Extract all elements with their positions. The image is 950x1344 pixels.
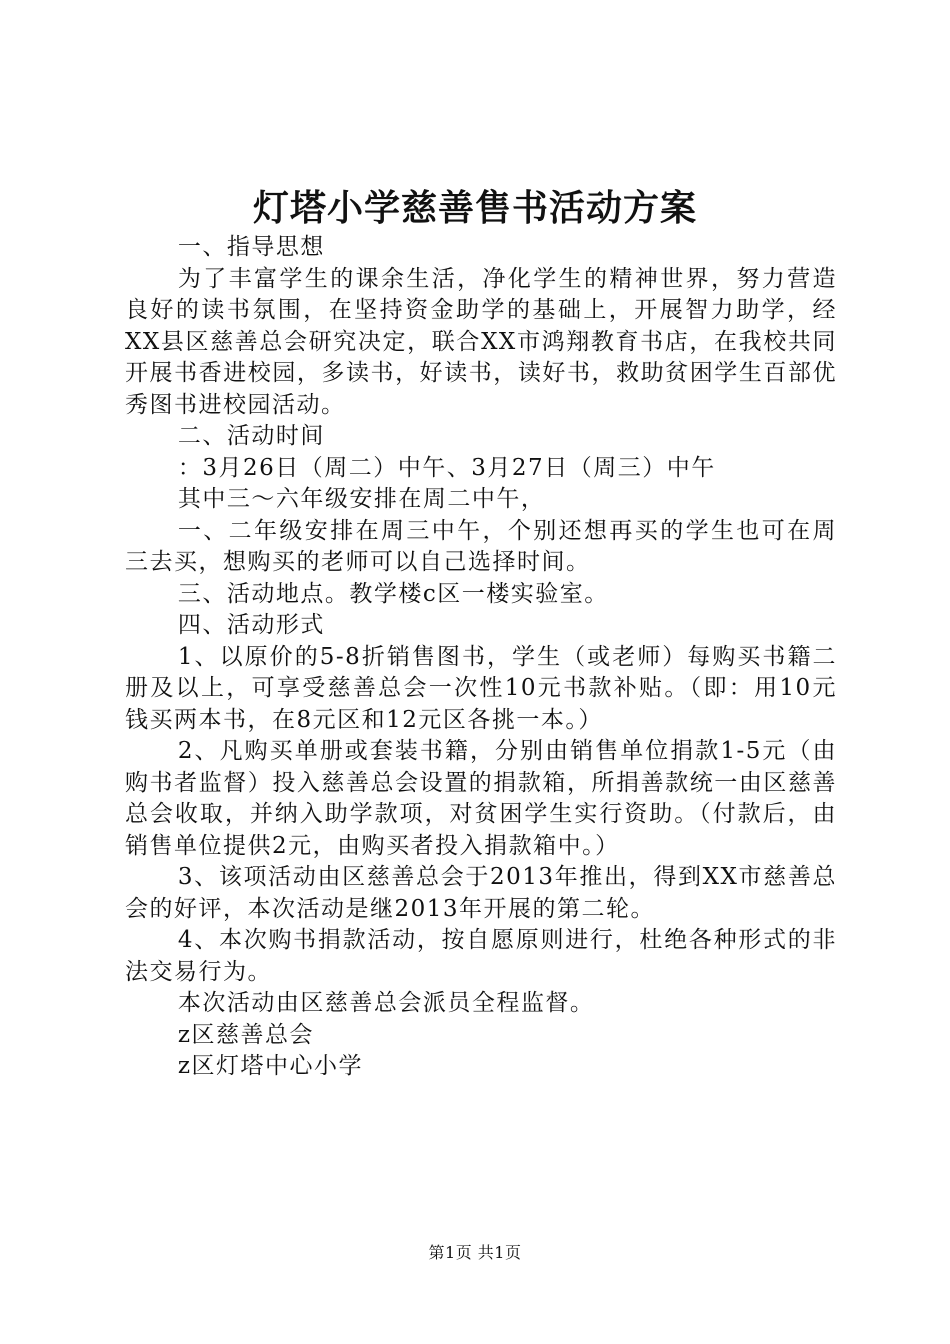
document-title: 灯塔小学慈善售书活动方案	[252, 187, 697, 229]
paragraph-activity-dates: ：3月26日（周二）中午、3月27日（周三）中午	[177, 454, 716, 481]
paragraph-supervision: 本次活动由区慈善总会派员全程监督。	[177, 990, 595, 1016]
section-heading-activity-time: 二、活动时间	[177, 423, 325, 449]
paragraph-format-item-4: 4、本次购书捐款活动，按自愿原则进行，杜绝各种形式的非法交易行为。	[125, 927, 837, 985]
signature-charity-association: z区慈善总会	[177, 1021, 315, 1048]
paragraph-format-item-2: 2、凡购买单册或套装书籍，分别由销售单位捐款1-5元（由购书者监督）投入慈善总会设置的捐款箱，所捐善款统一由区慈善总会收取，并纳入助学款项，对贫困学生实行资助。（付款后，由销售单位提供2元，由购买者投入捐款箱中。）	[125, 738, 837, 859]
section-heading-activity-location: 三、活动地点。教学楼c区一楼实验室。	[177, 580, 609, 607]
paragraph-grades-1-2: 一、二年级安排在周三中午，个别还想再买的学生也可在周三去买，想购买的老师可以自己选择时间。	[125, 517, 837, 575]
paragraph-grades-3-6: 其中三～六年级安排在周二中午，	[177, 486, 546, 512]
paragraph-guiding-ideology: 为了丰富学生的课余生活，净化学生的精神世界，努力营造良好的读书氛围，在坚持资金助学的基础上，开展智力助学，经XX县区慈善总会研究决定，联合XX市鸿翔教育书店，在我校共同开展书香进校园，多读书，好读书，读好书，救助贫困学生百部优秀图书进校园活动。	[125, 265, 837, 418]
document-body	[125, 232, 837, 1083]
signature-school: z区灯塔中心小学	[177, 1053, 364, 1079]
section-heading-guiding-ideology: 一、指导思想	[177, 234, 325, 260]
page-number-footer: 第1页 共1页	[428, 1243, 522, 1262]
paragraph-format-item-3: 3、该项活动由区慈善总会于2013年推出，得到XX市慈善总会的好评，本次活动是继2013年开展的第二轮。	[125, 864, 837, 922]
section-heading-activity-format: 四、活动形式	[177, 612, 325, 638]
paragraph-format-item-1: 1、以原价的5-8折销售图书，学生（或老师）每购买书籍二册及以上，可享受慈善总会一次性10元书款补贴。（即：用10元钱买两本书，在8元区和12元区各挑一本。）	[125, 643, 837, 733]
